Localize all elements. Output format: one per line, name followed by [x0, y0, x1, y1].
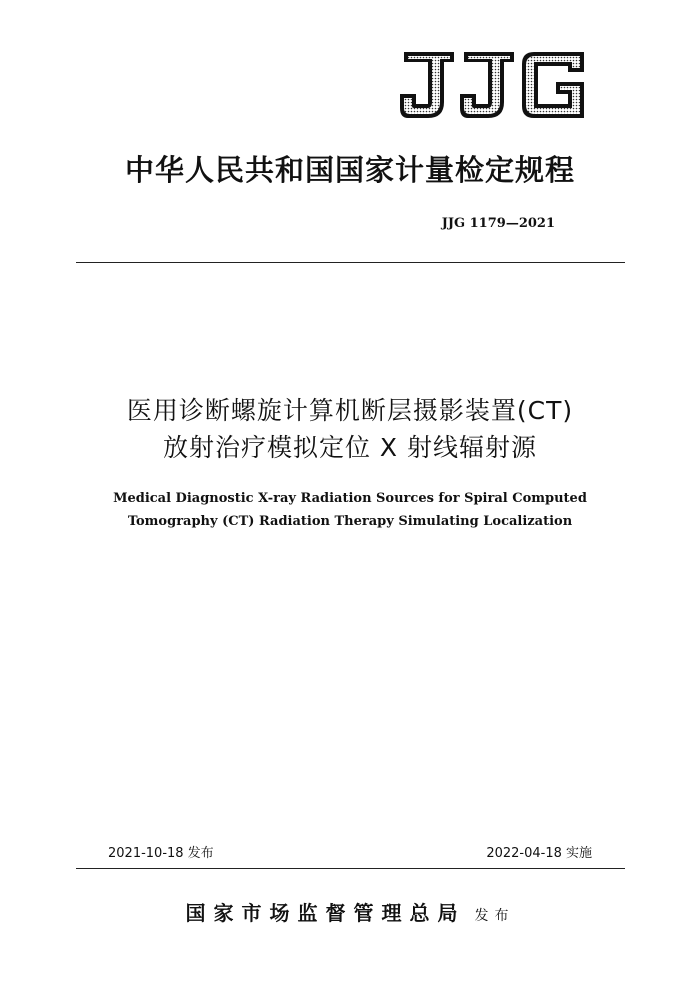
- logo-letter-j2: [460, 52, 514, 118]
- logo-letter-j1: [400, 52, 454, 118]
- implementation-date: 2022-04-18 实施: [486, 846, 592, 861]
- english-title-line-1: Medical Diagnostic X-ray Radiation Sources for Spiral Computed: [113, 491, 587, 506]
- regulation-series-title: 中华人民共和国国家计量检定规程: [124, 153, 575, 187]
- logo-letter-g: [522, 52, 584, 118]
- document-number: JJG 1179—2021: [441, 216, 555, 231]
- jjg-logo: [398, 50, 588, 122]
- english-title-line-2: Tomography (CT) Radiation Therapy Simulating Localization: [127, 514, 573, 529]
- issue-action: 发布: [474, 908, 515, 924]
- chinese-title-line-2: 放射治疗模拟定位 X 射线辐射源: [162, 433, 538, 462]
- issue-date: 2021-10-18 发布: [108, 846, 214, 861]
- issuing-authority: 国家市场监督管理总局: [185, 901, 466, 925]
- chinese-title-line-1: 医用诊断螺旋计算机断层摄影装置(CT): [126, 396, 574, 425]
- top-divider: [76, 262, 625, 263]
- bottom-divider: [76, 868, 625, 869]
- jjg-logo-graphic: [398, 50, 588, 122]
- issuer-line: [0, 897, 700, 926]
